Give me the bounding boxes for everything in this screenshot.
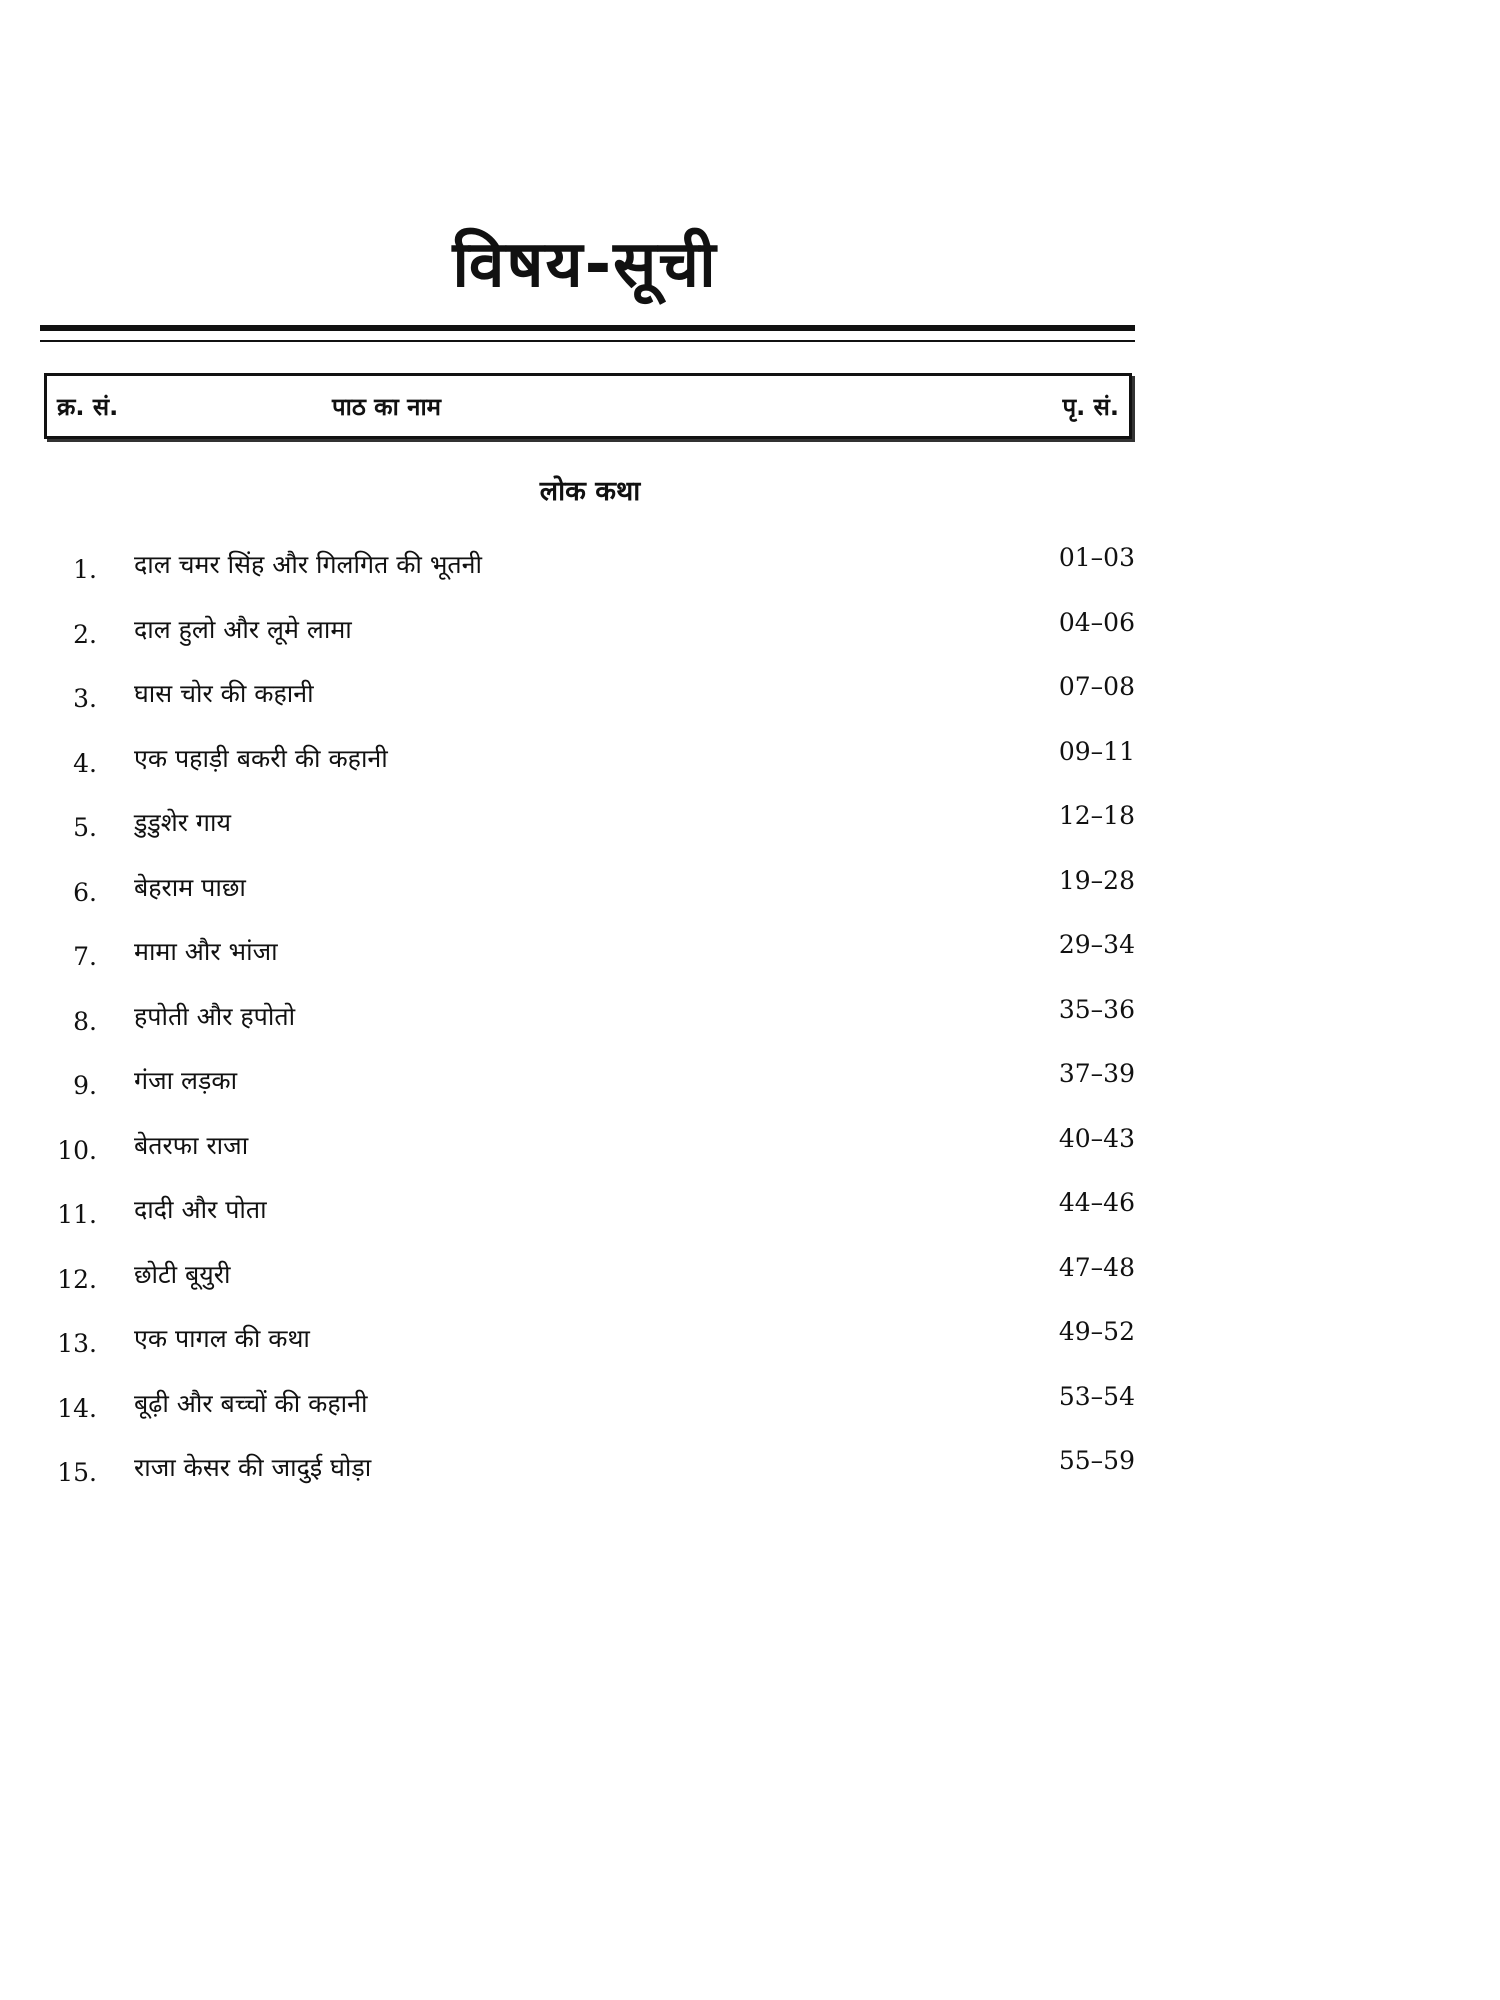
toc-entry[interactable] bbox=[0, 1123, 1170, 1188]
toc-entry[interactable] bbox=[0, 1187, 1170, 1252]
header-serial-number: क्र. सं. bbox=[57, 393, 119, 421]
toc-entry[interactable] bbox=[0, 929, 1170, 994]
entry-number: 2. bbox=[73, 619, 97, 649]
entry-pages: 49–52 bbox=[1058, 1317, 1135, 1346]
entry-pages: 09–11 bbox=[1058, 736, 1135, 766]
entry-title: दादी और पोता bbox=[134, 1195, 267, 1224]
title-divider-thin bbox=[40, 340, 1135, 342]
toc-entry[interactable] bbox=[0, 865, 1170, 930]
entry-pages: 07–08 bbox=[1058, 672, 1135, 701]
entry-pages: 29–34 bbox=[1058, 930, 1135, 959]
entry-number: 15. bbox=[57, 1458, 97, 1487]
entry-title: दाल चमर सिंह और गिलगित की भूतनी bbox=[134, 550, 483, 579]
entry-pages: 01–03 bbox=[1058, 543, 1135, 572]
table-header bbox=[44, 373, 1132, 439]
entry-title: बेहराम पाछा bbox=[134, 872, 246, 902]
toc-entry[interactable] bbox=[0, 1252, 1170, 1317]
entry-title: बूढ़ी और बच्चों की कहानी bbox=[134, 1388, 368, 1418]
entry-number: 1. bbox=[73, 555, 97, 584]
title-divider-thick bbox=[40, 325, 1135, 331]
toc-entry[interactable] bbox=[0, 1445, 1170, 1510]
entry-title: हपोती और हपोतो bbox=[134, 1001, 296, 1031]
entry-number: 7. bbox=[73, 942, 97, 971]
entry-number: 14. bbox=[57, 1393, 97, 1423]
entry-title: बेतरफा राजा bbox=[134, 1130, 249, 1160]
contents-list bbox=[0, 542, 1170, 1510]
entry-title: घास चोर की कहानी bbox=[134, 679, 314, 708]
entry-title: गंजा लड़का bbox=[134, 1066, 238, 1095]
toc-entry[interactable] bbox=[0, 994, 1170, 1059]
toc-entry[interactable] bbox=[0, 736, 1170, 801]
entry-pages: 53–54 bbox=[1058, 1381, 1135, 1411]
entry-number: 10. bbox=[57, 1135, 97, 1165]
entry-number: 8. bbox=[73, 1006, 97, 1036]
entry-number: 5. bbox=[73, 813, 97, 842]
entry-pages: 19–28 bbox=[1058, 865, 1135, 895]
header-page-number: पृ. सं. bbox=[1062, 393, 1119, 421]
entry-pages: 55–59 bbox=[1058, 1446, 1135, 1475]
header-lesson-name: पाठ का नाम bbox=[332, 393, 442, 421]
toc-entry[interactable] bbox=[0, 1381, 1170, 1446]
entry-number: 11. bbox=[57, 1200, 97, 1229]
entry-pages: 37–39 bbox=[1058, 1059, 1135, 1088]
entry-pages: 35–36 bbox=[1058, 994, 1135, 1024]
toc-entry[interactable] bbox=[0, 607, 1170, 672]
toc-entry[interactable] bbox=[0, 1058, 1170, 1123]
entry-number: 12. bbox=[57, 1264, 97, 1294]
entry-number: 4. bbox=[73, 748, 97, 778]
entry-title: एक पहाड़ी बकरी की कहानी bbox=[134, 743, 388, 773]
entry-title: डुडुशेर गाय bbox=[134, 808, 231, 837]
toc-entry[interactable] bbox=[0, 671, 1170, 736]
toc-entry[interactable] bbox=[0, 1316, 1170, 1381]
entry-pages: 40–43 bbox=[1058, 1123, 1135, 1153]
page-title: विषय-सूची bbox=[452, 228, 718, 302]
toc-entry[interactable] bbox=[0, 800, 1170, 865]
entry-title: छोटी बूयुरी bbox=[134, 1259, 231, 1289]
entry-pages: 12–18 bbox=[1058, 801, 1135, 830]
entry-pages: 04–06 bbox=[1058, 607, 1135, 637]
entry-title: राजा केसर की जादुई घोड़ा bbox=[134, 1453, 372, 1482]
entry-number: 3. bbox=[73, 684, 97, 713]
entry-number: 6. bbox=[73, 877, 97, 907]
entry-number: 13. bbox=[57, 1329, 97, 1358]
entry-title: एक पागल की कथा bbox=[134, 1324, 310, 1353]
entry-number: 9. bbox=[73, 1071, 97, 1100]
entry-title: मामा और भांजा bbox=[134, 937, 278, 966]
section-heading: लोक कथा bbox=[539, 476, 641, 507]
entry-title: दाल हुलो और लूमे लामा bbox=[134, 614, 352, 644]
toc-entry[interactable] bbox=[0, 542, 1170, 607]
entry-pages: 44–46 bbox=[1058, 1188, 1135, 1217]
entry-pages: 47–48 bbox=[1058, 1252, 1135, 1282]
